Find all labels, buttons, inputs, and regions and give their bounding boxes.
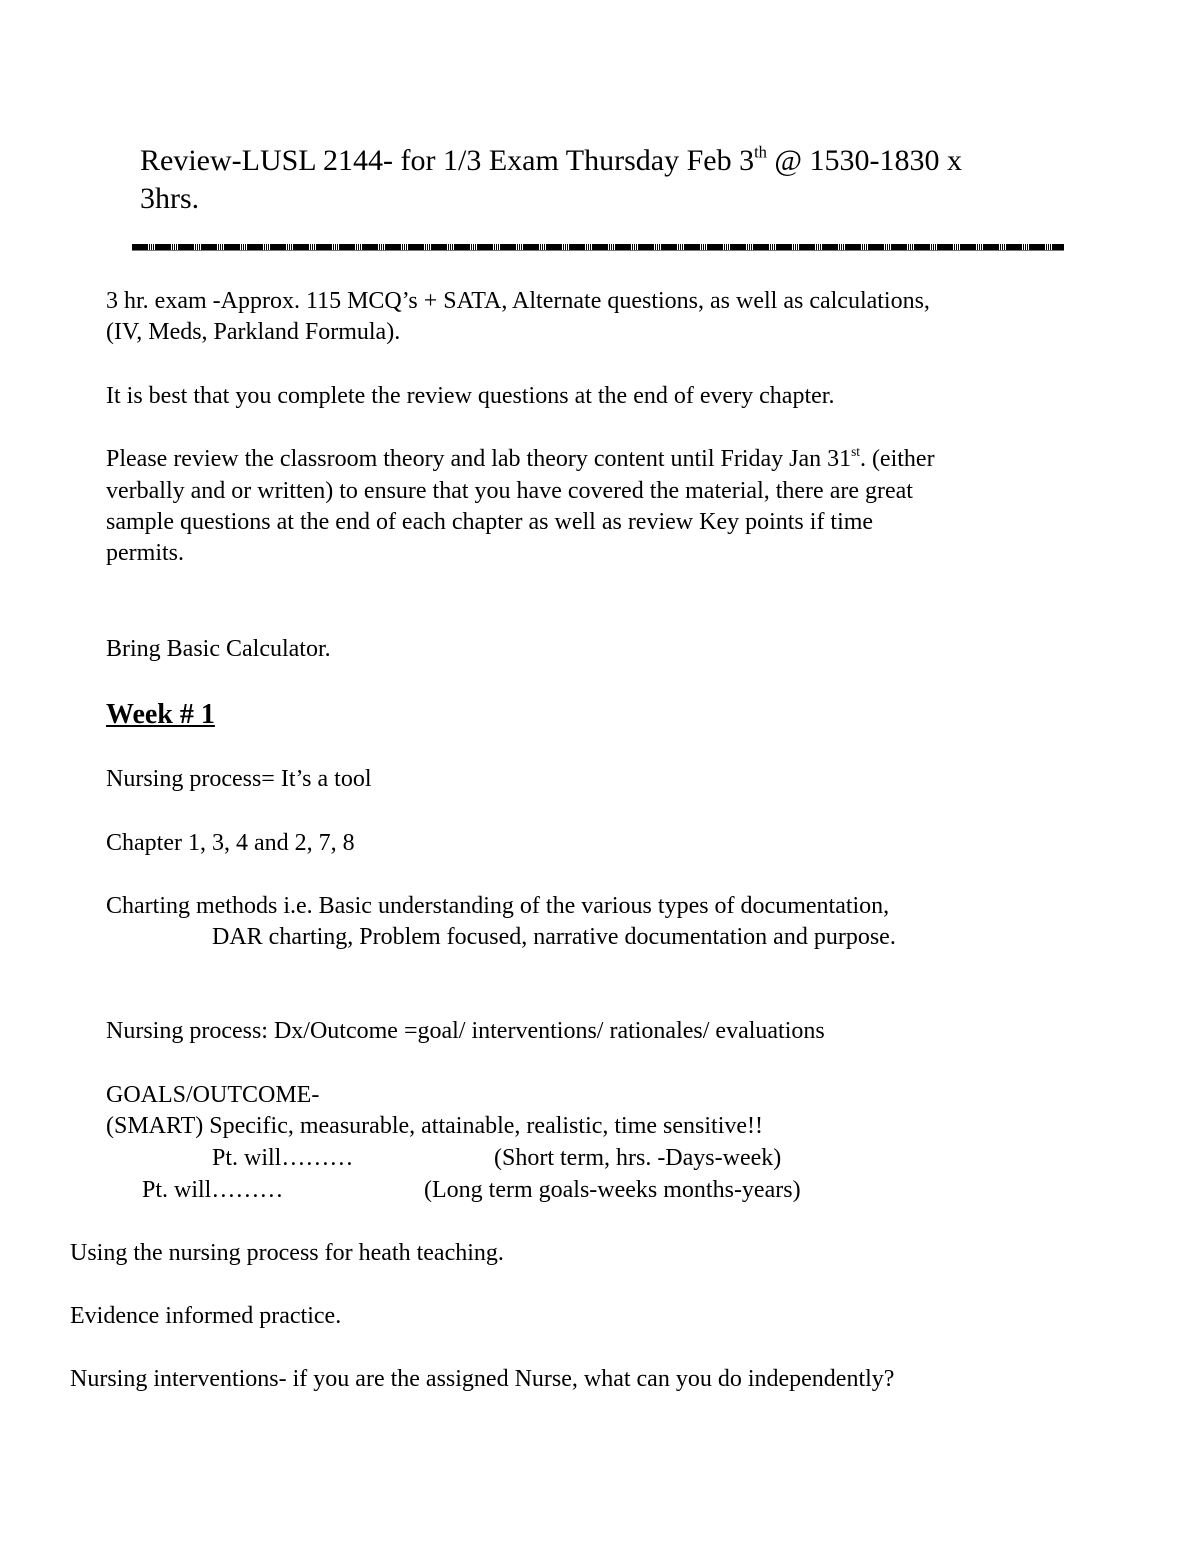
review-content-prefix: Please review the classroom theory and lab theory content until Friday Jan 31 <box>106 446 852 472</box>
short-term-description: (Short term, hrs. -Days-week) <box>494 1145 782 1171</box>
exam-info-line2: (IV, Meds, Parkland Formula). <box>106 319 401 345</box>
title-superscript: th <box>754 142 767 162</box>
smart-goals: (SMART) Specific, measurable, attainable, realistic, time sensitive!! <box>106 1113 764 1139</box>
title-suffix: @ 1530-1830 x <box>766 144 963 177</box>
title-prefix: Review-LUSL 2144- for 1/3 Exam Thursday Feb 3 <box>140 144 755 177</box>
chapters-list: Chapter 1, 3, 4 and 2, 7, 8 <box>106 830 355 856</box>
long-term-description: (Long term goals-weeks months-years) <box>424 1177 801 1203</box>
evidence-practice: Evidence informed practice. <box>70 1303 342 1329</box>
charting-methods-line1: Charting methods i.e. Basic understanding of the various types of documentation, <box>106 893 890 919</box>
review-content-line3: sample questions at the end of each chapter as well as review Key points if time <box>106 509 874 535</box>
long-term-label: Pt. will……… <box>142 1177 284 1203</box>
review-questions-note: It is best that you complete the review questions at the end of every chapter. <box>106 383 835 409</box>
review-content-suffix: . (either <box>859 446 935 472</box>
review-content-line4: permits. <box>106 540 184 566</box>
nursing-process-steps: Nursing process: Dx/Outcome =goal/ interventions/ rationales/ evaluations <box>106 1018 825 1044</box>
decorative-divider <box>132 244 1064 252</box>
calculator-note: Bring Basic Calculator. <box>106 636 331 662</box>
review-content-line2: verbally and or written) to ensure that you have covered the material, there are great <box>106 478 913 504</box>
review-content-line1 <box>106 444 935 475</box>
exam-info-line1: 3 hr. exam -Approx. 115 MCQ’s + SATA, Alternate questions, as well as calculations, <box>106 288 930 314</box>
short-term-label: Pt. will……… <box>212 1145 354 1171</box>
health-teaching: Using the nursing process for heath teaching. <box>70 1240 504 1266</box>
divider-thin-line <box>132 250 1064 251</box>
document-title <box>140 142 962 180</box>
nursing-process-tool: Nursing process= It’s a tool <box>106 766 372 792</box>
week-1-heading: Week # 1 <box>106 699 215 730</box>
goals-heading: GOALS/OUTCOME- <box>106 1082 320 1108</box>
charting-methods-line2: DAR charting, Problem focused, narrative documentation and purpose. <box>212 924 896 950</box>
nursing-interventions: Nursing interventions- if you are the assigned Nurse, what can you do independently? <box>70 1366 895 1392</box>
document-title-line2: 3hrs. <box>140 182 200 215</box>
review-content-superscript: st <box>851 444 860 460</box>
